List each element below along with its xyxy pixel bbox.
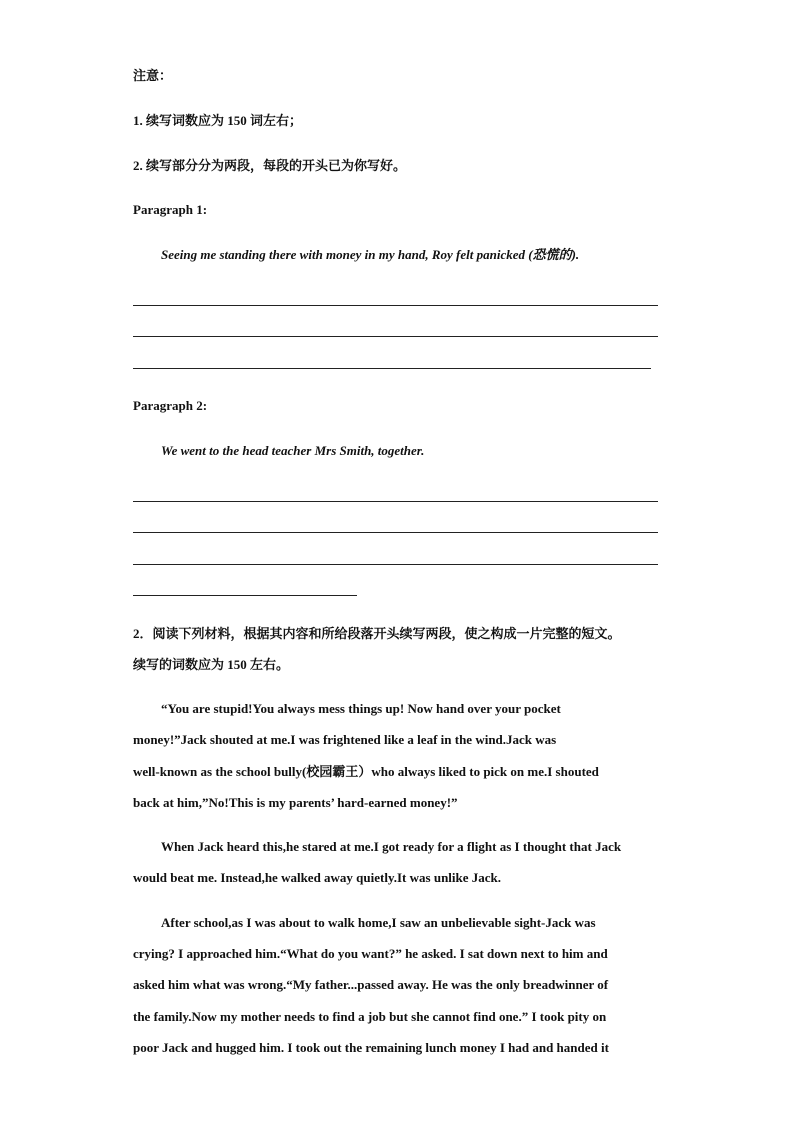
writing-line (133, 595, 357, 596)
story-paragraph-3-line: the family.Now my mother needs to find a job but she cannot find one.” I took pity on (133, 1009, 607, 1024)
writing-line (133, 501, 658, 502)
story-paragraph-3-line: After school,as I was about to walk home,I saw an unbelievable sight-Jack was (161, 915, 596, 930)
task-2-instruction-line-1: 2．阅读下列材料，根据其内容和所给段落开头续写两段，使之构成一片完整的短文。 (133, 626, 621, 641)
writing-line (133, 336, 658, 337)
paragraph-2-opening: We went to the head teacher Mrs Smith, together. (161, 443, 425, 458)
writing-line (133, 305, 658, 306)
story-paragraph-2-line: When Jack heard this,he stared at me.I got ready for a flight as I thought that Jack (161, 839, 622, 854)
story-paragraph-1-line: “You are stupid!You always mess things up! Now hand over your pocket (161, 701, 561, 716)
notice-item-2: 2. 续写部分分为两段，每段的开头已为你写好。 (133, 158, 407, 173)
writing-line (133, 368, 651, 369)
paragraph-1-label: Paragraph 1: (133, 202, 208, 217)
story-paragraph-2-line: would beat me. Instead,he walked away quietly.It was unlike Jack. (133, 870, 502, 885)
paragraph-2-label: Paragraph 2: (133, 398, 208, 413)
task-2-instruction-line-2: 续写的词数应为 150 左右。 (133, 657, 290, 672)
story-paragraph-3-line: asked him what was wrong.“My father...passed away. He was the only breadwinner of (133, 977, 609, 992)
writing-line (133, 532, 658, 533)
story-paragraph-3-line: crying? I approached him.“What do you want?” he asked. I sat down next to him and (133, 946, 608, 961)
writing-line (133, 564, 658, 565)
story-paragraph-1-line: money!”Jack shouted at me.I was frightened like a leaf in the wind.Jack was (133, 732, 557, 747)
story-paragraph-3-line: poor Jack and hugged him. I took out the remaining lunch money I had and handed it (133, 1040, 609, 1055)
story-paragraph-1-line: back at him,”No!This is my parents’ hard-earned money!” (133, 795, 458, 810)
paragraph-1-opening: Seeing me standing there with money in my hand, Roy felt panicked (恐慌的). (161, 247, 580, 262)
story-paragraph-1-line: well-known as the school bully(校园霸王）who always liked to pick on me.I shouted (133, 764, 599, 779)
notice-title: 注意： (133, 68, 173, 83)
notice-item-1: 1. 续写词数应为 150 词左右； (133, 113, 303, 128)
